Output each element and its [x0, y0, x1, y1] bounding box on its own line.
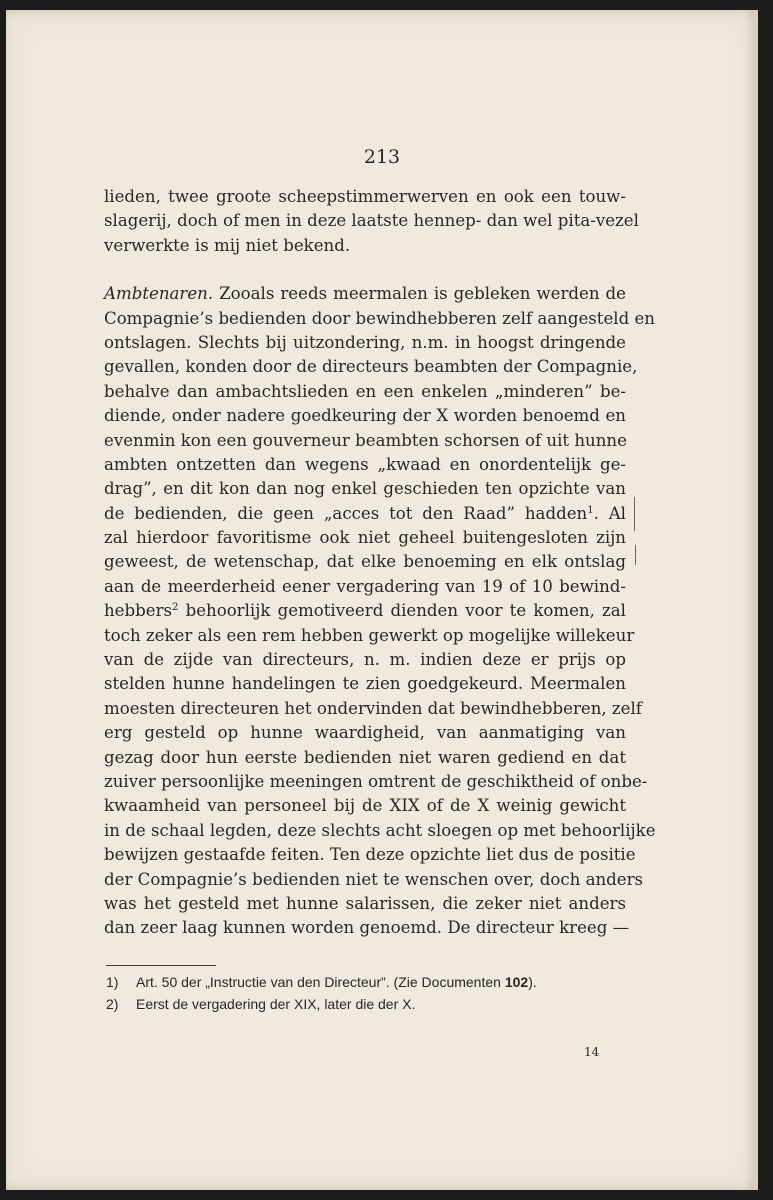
text-line: bewijzen gestaafde feiten. Ten deze opzichte liet dus de positie: [104, 845, 636, 865]
footnote-rule: [106, 965, 216, 966]
text-line: gevallen, konden door de directeurs beambten der Compagnie,: [104, 357, 638, 377]
text-line: drag”, en dit kon dan nog enkel geschieden ten opzichte van: [104, 479, 626, 499]
footnote-1: 1) Art. 50 der „Instructie van den Directeur”. (Zie Documenten 102).: [106, 974, 537, 990]
text-line: lieden, twee groote scheepstimmerwerven en ook een touw-: [104, 187, 626, 206]
footnote-mark: 1): [106, 974, 119, 990]
text-line: gezag door hun eerste bedienden niet waren gediend en dat: [104, 747, 626, 767]
text-line: moesten directeuren het ondervinden dat bewindhebberen, zelf: [104, 698, 642, 718]
footnote-mark: 2): [106, 996, 119, 1012]
footnote-ref: 2: [172, 602, 179, 614]
text-line: dan zeer laag kunnen worden genoemd. De directeur kreeg —: [104, 918, 630, 938]
text-line: Compagnie’s bedienden door bewindhebberen zelf aangesteld en: [104, 308, 655, 328]
text-line: ambten ontzetten dan wegens „kwaad en onordentelijk ge-: [104, 454, 626, 474]
signature-mark: 14: [584, 1045, 600, 1059]
text-line: Ambtenaren. Zooals reeds meermalen is gebleken werden de: [104, 284, 626, 304]
text-line: evenmin kon een gouverneur beambten schorsen of uit hunne: [104, 430, 627, 450]
text-line: hebbers$^2$ behoorlijk gemotiveerd dienden voor te komen, zal: [104, 601, 626, 621]
text-line: in de schaal legden, deze slechts acht sloegen op met behoorlijke: [104, 820, 656, 840]
text-line: verwerkte is mij niet bekend.: [104, 235, 351, 255]
text-line: der Compagnie’s bedienden niet te wenschen over, doch anders: [104, 869, 644, 889]
book-page: [6, 10, 758, 1190]
text-line: aan de meerderheid eener vergadering van 19 of 10 bewind-: [104, 576, 626, 596]
body-text: [104, 185, 656, 941]
section-heading: Ambtenaren.: [104, 284, 214, 304]
text-line: stelden hunne handelingen te zien goedgekeurd. Meermalen: [104, 674, 626, 694]
footnote-2: [106, 994, 646, 1014]
page-number: 213: [363, 146, 401, 168]
text-line: kwaamheid van personeel bij de XIX of de X weinig gewicht: [104, 796, 626, 816]
margin-mark: [634, 497, 635, 531]
margin-mark: [635, 545, 636, 565]
text-line: was het gesteld met hunne salarissen, die zeker niet anders: [104, 893, 626, 913]
footnote-text: Art. 50 der „Instructie van den Directeur”. (Zie Documenten: [136, 974, 505, 990]
text-line: behalve dan ambachtslieden en een enkelen „minderen” be-: [104, 381, 626, 401]
text-line: ontslagen. Slechts bij uitzondering, n.m. in hoogst dringende: [104, 332, 626, 352]
text-line: toch zeker als een rem hebben gewerkt op mogelijke willekeur: [104, 625, 635, 645]
text-line: erg gesteld op hunne waardigheid, van aanmatiging van: [104, 723, 626, 743]
footnote-ref: 1: [587, 504, 594, 516]
footnote-text: Eerst de vergadering der XIX, later die der X.: [136, 996, 416, 1012]
page-edge: [754, 10, 758, 1190]
text-line: van de zijde van directeurs, n. m. indien deze er prijs op: [104, 650, 626, 670]
text-line: zal hierdoor favoritisme ook niet geheel buitengesloten zijn: [104, 528, 626, 548]
text-line: diende, onder nadere goedkeuring der X worden benoemd en: [104, 406, 626, 426]
text-line: geweest, de wetenschap, dat elke benoeming en elk ontslag: [104, 552, 626, 572]
text-line: slagerij, doch of men in deze laatste hennep- dan wel pita-vezel: [104, 211, 639, 231]
text-line: zuiver persoonlijke meeningen omtrent de geschiktheid of onbe-: [104, 771, 648, 791]
text-line: de bedienden, die geen „acces tot den Raad” hadden$^1$. Al: [104, 503, 626, 523]
footnote-bold: 102: [504, 974, 529, 990]
